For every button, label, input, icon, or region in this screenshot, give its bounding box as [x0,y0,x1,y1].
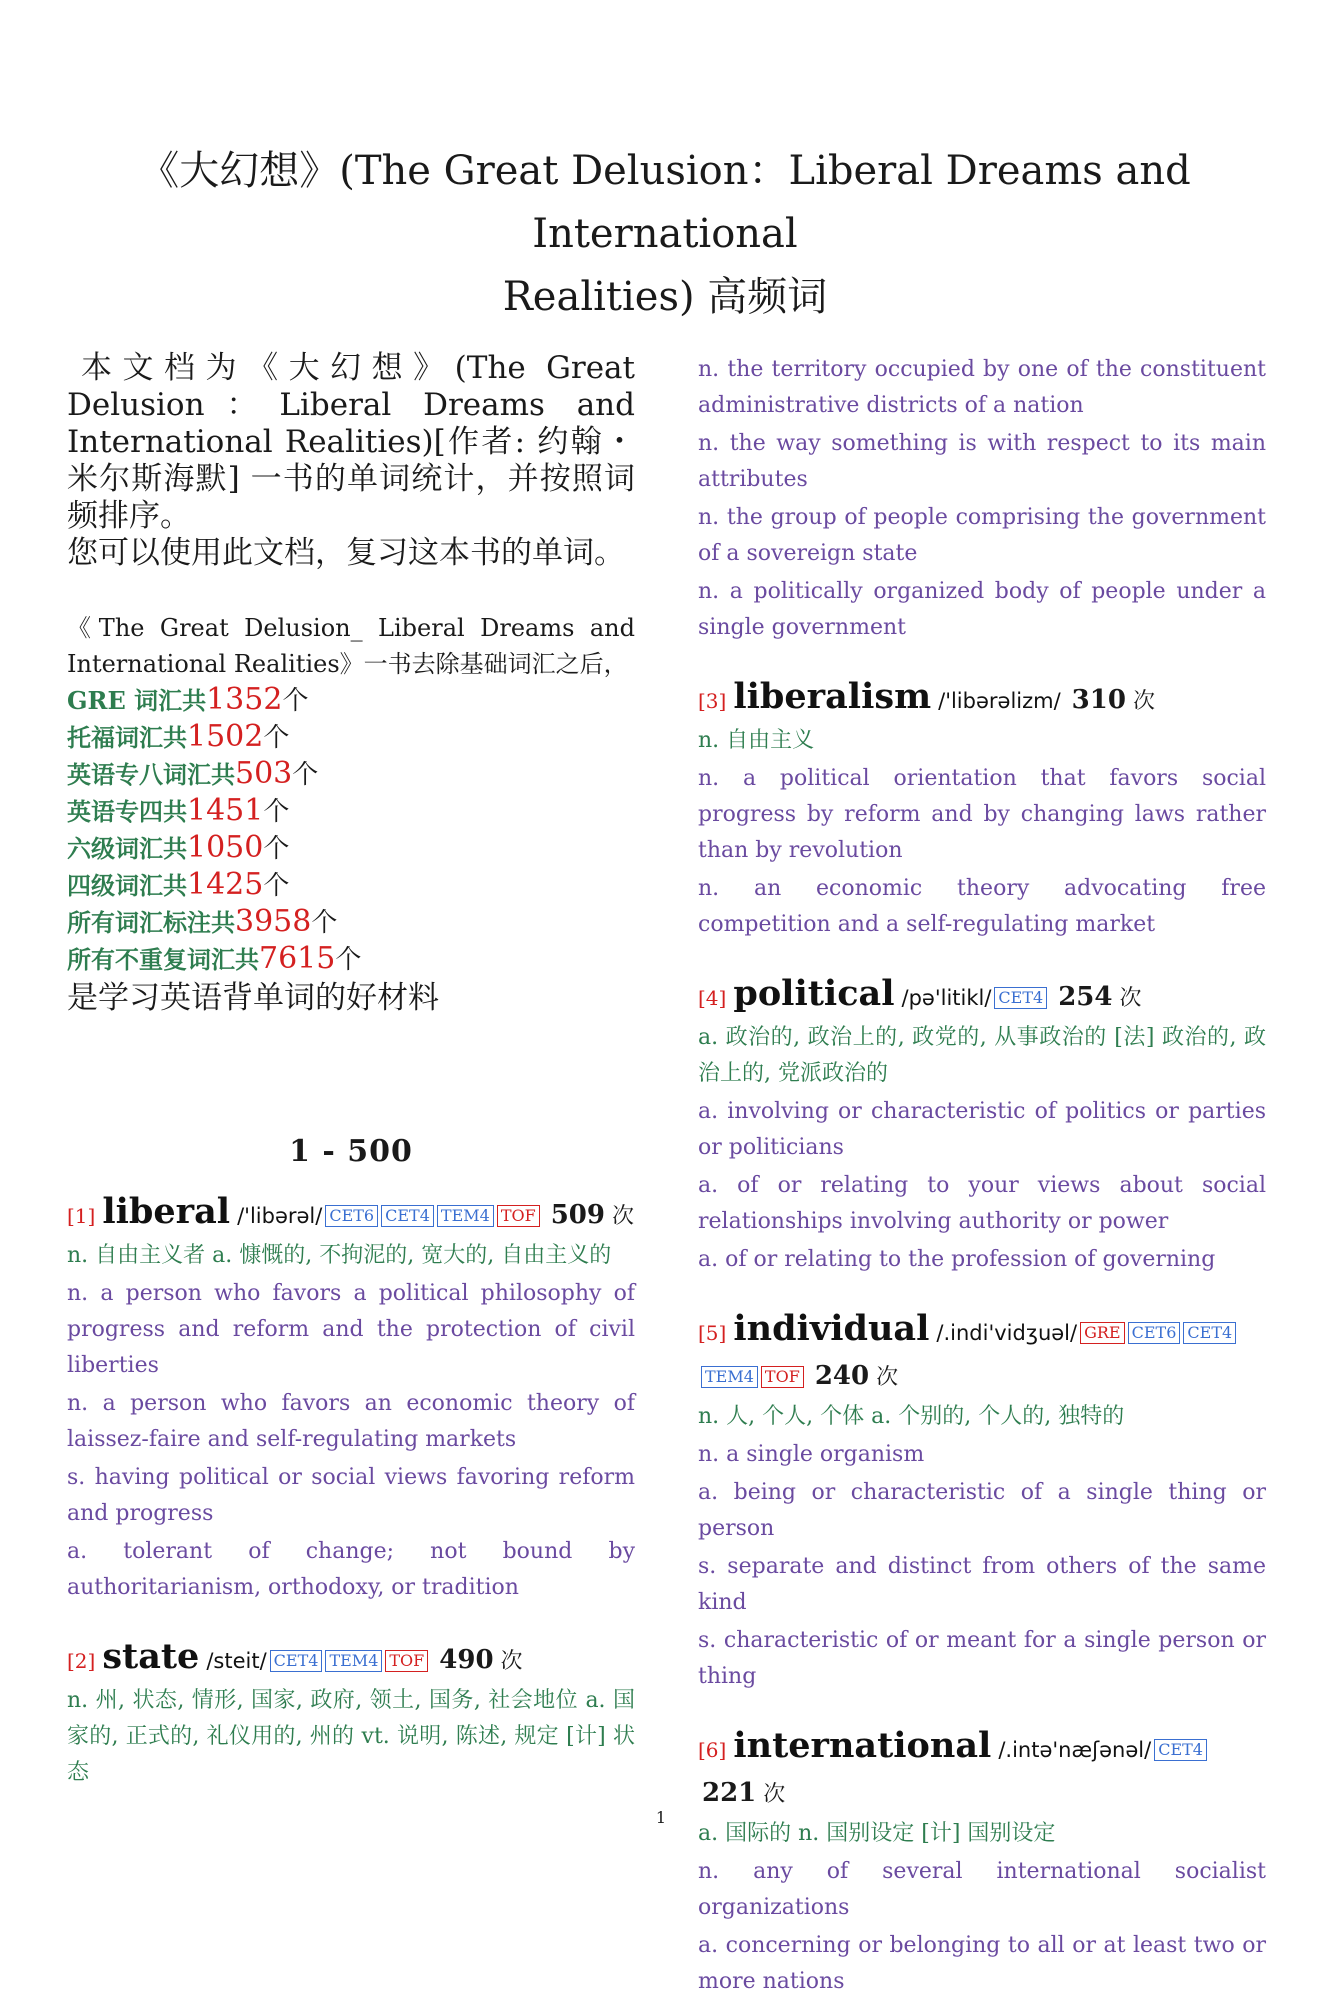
word-entry [698,1725,1266,2000]
phonetic: /steit/ [206,1649,267,1673]
frequency-unit: 次 [611,1204,634,1229]
word-entry [67,1636,635,1791]
frequency-count: 221 [702,1778,757,1808]
definition-en: n. a person who favors an economic theory of laissez-faire and self-regulating markets [67,1391,635,1452]
level-tag: CET4 [1183,1322,1236,1344]
level-tag: CET6 [325,1205,378,1227]
headword-line [698,1308,1266,1399]
definition-en: a. involving or characteristic of politics or parties or politicians [698,1099,1266,1160]
title-line-1: 《大幻想》(The Great Delusion：Liberal Dreams and International [139,148,1191,257]
range-heading: 1 - 500 [289,1134,413,1169]
headword: international [733,1725,992,1766]
definition-en: n. the group of people comprising the government of a sovereign state [698,505,1266,566]
headword: political [733,973,895,1014]
definition-cn: a. 国际的 n. 国别设定 [计] 国别设定 [698,1821,1056,1846]
level-tag: TEM4 [325,1650,382,1672]
definition-en: a. of or relating to the profession of governing [698,1247,1216,1272]
frequency-count: 240 [814,1361,870,1391]
entry-index: [2] [67,1649,96,1673]
definition-cn: n. 州, 状态, 情形, 国家, 政府, 领土, 国务, 社会地位 a. 国家的, 正式的, 礼仪用的, 州的 vt. 说明, 陈述, 规定 [计] 状态 [67,1688,635,1785]
definition-en: a. being or characteristic of a single thing or person [698,1480,1266,1541]
definition-cn: n. 自由主义 [698,728,815,753]
stats-footer: 是学习英语背单词的好材料 [67,980,439,1016]
entry-index: [1] [67,1204,96,1228]
word-entry [698,973,1266,1278]
stats-list [67,682,635,978]
level-tag: TOF [497,1205,540,1227]
headword-line [698,973,1266,1020]
definition-en: n. the territory occupied by one of the constituent administrative districts of a nation [698,357,1266,418]
stat-row: 四级词汇共1425个 [67,867,290,902]
phonetic: /'libərəlizm/ [938,689,1061,713]
definition-en: n. a person who favors a political philosophy of progress and reform and the protection of civil liberties [67,1281,635,1378]
stat-row: GRE 词汇共1352个 [67,682,309,717]
left-entries [67,1191,635,1791]
phonetic: /'libərəl/ [237,1204,323,1228]
definition-en: n. a politically organized body of people under a single government [698,579,1266,640]
definition-en: a. tolerant of change; not bound by authoritarianism, orthodoxy, or tradition [67,1539,635,1600]
right-entries [698,676,1266,2000]
level-tag: CET4 [994,987,1047,1009]
headword: liberal [102,1191,231,1232]
frequency-unit: 次 [500,1649,523,1674]
intro-paragraph-1: 本文档为《大幻想》(The Great Delusion：Liberal Dreams and International Realities)[作者: 约翰・米尔斯海默] 一书的单词统计，并按照词频排序。 [67,350,635,534]
definition-en: n. a political orientation that favors social progress by reform and by changing laws rather than by revolution [698,766,1266,863]
definition-en: a. concerning or belonging to all or at least two or more nations [698,1933,1266,1994]
page-number: 1 [655,1808,667,1827]
headword: individual [733,1308,930,1349]
phonetic: /pə'litikl/ [901,986,992,1010]
phonetic: /.intə'næʃənəl/ [998,1738,1152,1762]
title-line-2: Realities) 高频词 [502,274,828,320]
frequency-unit: 次 [1132,689,1155,714]
definition-en: a. of or relating to your views about social relationships involving authority or power [698,1173,1266,1234]
document-title [60,140,1270,329]
entry-index: [6] [698,1738,727,1762]
word-entry [698,676,1266,943]
level-tag: TOF [761,1366,804,1388]
entry-index: [4] [698,986,727,1010]
headword: state [102,1636,200,1677]
level-tag: CET6 [1128,1322,1181,1344]
intro-paragraph-2: 您可以使用此文档，复习这本书的单词。 [67,535,625,571]
stat-row: 所有不重复词汇共7615个 [67,941,362,976]
stat-row: 托福词汇共1502个 [67,719,290,754]
headword: liberalism [733,676,932,717]
definition-cn: n. 自由主义者 a. 慷慨的, 不拘泥的, 宽大的, 自由主义的 [67,1243,612,1268]
stat-row: 英语专八词汇共503个 [67,756,319,791]
stats-lead: 《The Great Delusion_ Liberal Dreams and International Realities》一书去除基础词汇之后， [67,614,635,678]
frequency-count: 254 [1058,982,1113,1012]
continued-definitions [698,352,1266,646]
frequency-count: 490 [439,1645,494,1675]
stat-row: 所有词汇标注共3958个 [67,904,338,939]
frequency-unit: 次 [1119,986,1142,1011]
phonetic: /.indi'vidʒuəl/ [936,1321,1078,1345]
headword-line [67,1636,635,1683]
definition-en: s. characteristic of or meant for a single person or thing [698,1628,1266,1689]
headword-line [698,1725,1266,1816]
frequency-count: 310 [1071,685,1126,715]
left-column [67,350,635,1791]
definition-en: s. separate and distinct from others of the same kind [698,1554,1266,1615]
level-tag: TEM4 [701,1366,758,1388]
definition-en: s. having political or social views favoring reform and progress [67,1465,635,1526]
level-tag: CET4 [1154,1739,1207,1761]
frequency-count: 509 [550,1200,605,1230]
frequency-unit: 次 [763,1782,786,1807]
headword-line [698,676,1266,723]
entry-index: [5] [698,1321,727,1345]
level-tag: CET4 [270,1650,323,1672]
right-column [698,350,1266,2000]
definition-en: n. a single organism [698,1442,925,1467]
definition-en: n. any of several international socialist organizations [698,1859,1266,1920]
level-tag: TOF [385,1650,428,1672]
level-tag: GRE [1080,1322,1125,1344]
headword-line [67,1191,635,1238]
definition-cn: a. 政治的, 政治上的, 政党的, 从事政治的 [法] 政治的, 政治上的, 党派政治的 [698,1025,1266,1086]
entry-index: [3] [698,689,727,713]
stat-row: 六级词汇共1050个 [67,830,290,865]
stat-row: 英语专四共1451个 [67,793,290,828]
level-tag: CET4 [381,1205,434,1227]
word-entry [67,1191,635,1606]
word-entry [698,1308,1266,1695]
definition-cn: n. 人, 个人, 个体 a. 个别的, 个人的, 独特的 [698,1404,1125,1429]
definition-en: n. an economic theory advocating free competition and a self-regulating market [698,876,1266,937]
level-tag: TEM4 [437,1205,494,1227]
definition-en: n. the way something is with respect to its main attributes [698,431,1266,492]
frequency-unit: 次 [876,1365,899,1390]
